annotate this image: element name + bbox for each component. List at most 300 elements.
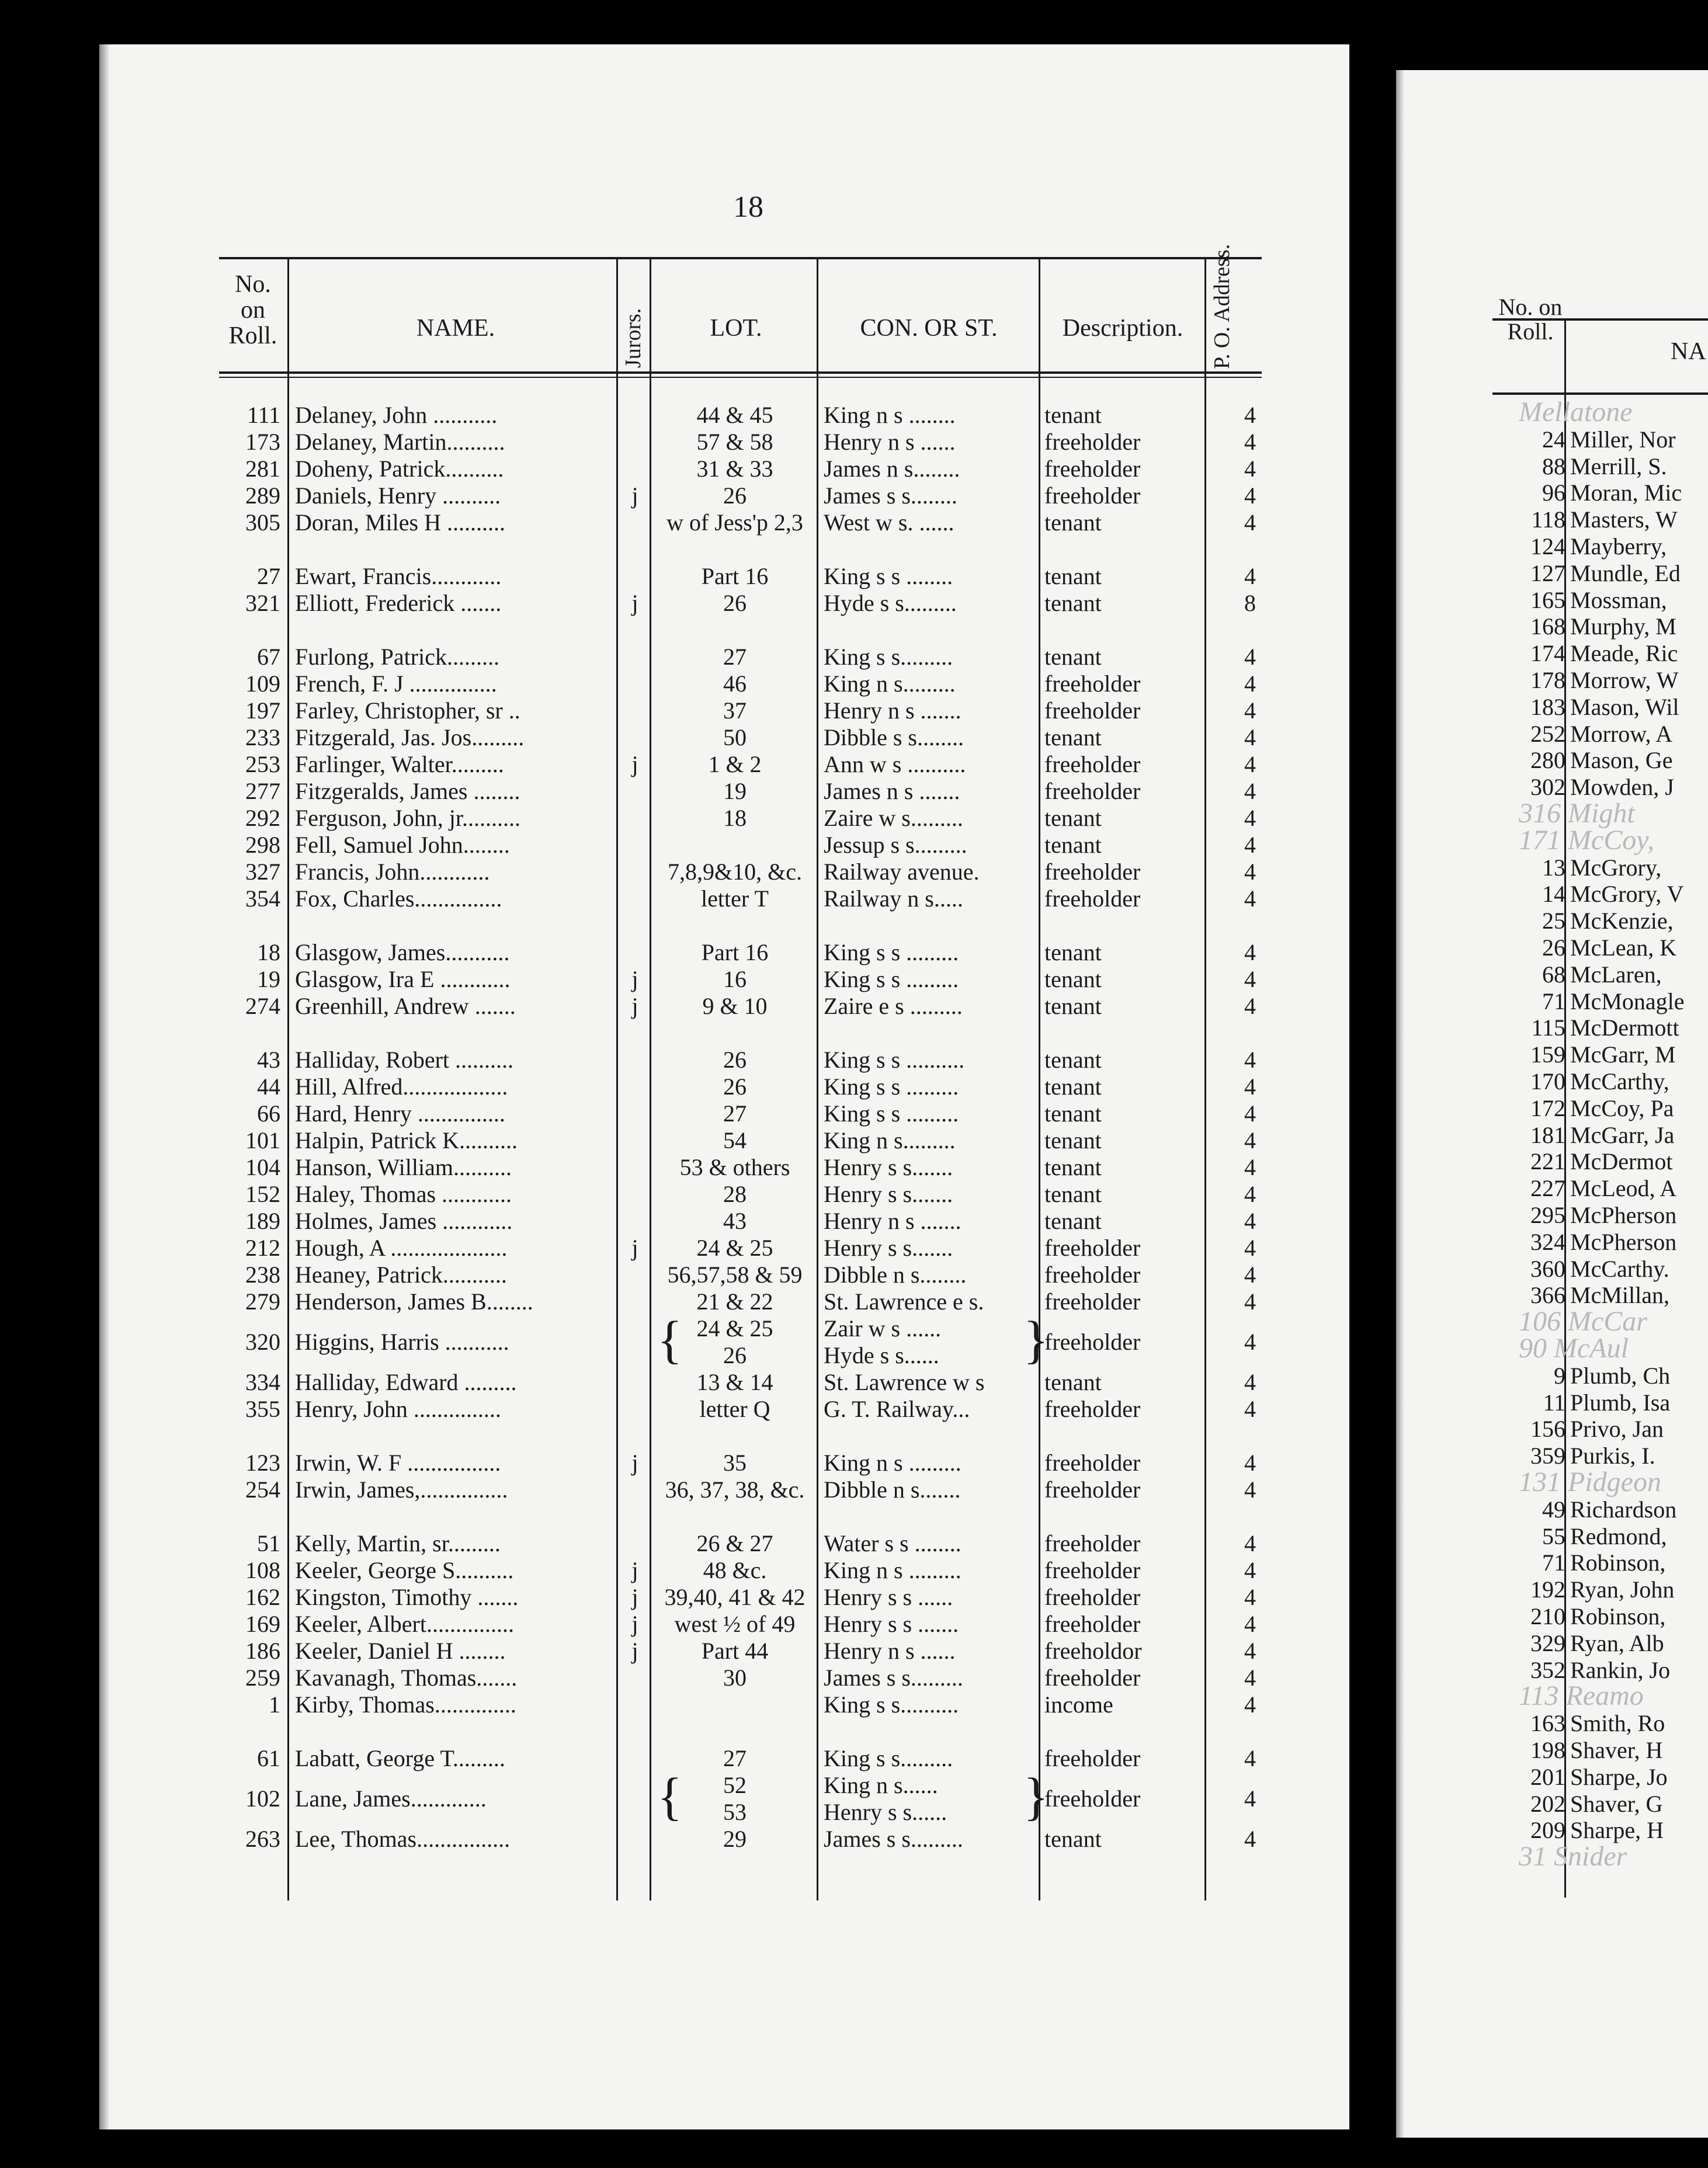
right-table-row <box>0 1363 1708 1389</box>
right-name-cell: Merrill, S. <box>1570 453 1667 480</box>
po-address-cell: 4 <box>1244 1369 1256 1395</box>
handwritten-annotation: 316 Might <box>1519 798 1635 829</box>
description-cell: tenant <box>1044 724 1102 751</box>
right-name-cell: Murphy, M <box>1570 613 1676 640</box>
description-cell: tenant <box>1044 832 1102 858</box>
roll-number: 162 <box>245 1584 280 1610</box>
handwritten-annotation: 31 Snider <box>1519 1841 1627 1872</box>
roll-number: 238 <box>245 1262 280 1288</box>
right-roll-number: 127 <box>1530 560 1565 586</box>
lot-cell: 26 <box>723 590 747 616</box>
description-cell: freeholder <box>1044 1450 1141 1476</box>
right-table-row <box>0 1256 1708 1283</box>
po-address-cell: 4 <box>1244 1181 1256 1207</box>
name-cell: Farlinger, Walter......... <box>295 751 504 777</box>
description-cell: freeholder <box>1044 1396 1141 1422</box>
right-roll-number: 221 <box>1530 1148 1565 1175</box>
po-address-cell: 4 <box>1244 1745 1256 1771</box>
roll-number: 212 <box>245 1235 280 1261</box>
con-or-st-cell: Railway avenue. <box>824 859 980 885</box>
name-cell: Hard, Henry ............... <box>295 1100 505 1127</box>
name-cell: Higgins, Harris ........... <box>295 1329 509 1355</box>
po-address-cell: 4 <box>1244 1557 1256 1583</box>
roll-number: 263 <box>245 1826 280 1852</box>
po-address-cell: 4 <box>1244 1638 1256 1664</box>
roll-number: 253 <box>245 751 280 777</box>
right-table-row <box>0 1095 1708 1122</box>
right-roll-number: 329 <box>1530 1630 1565 1656</box>
po-address-cell: 4 <box>1244 966 1256 992</box>
lot-cell: Part 16 <box>701 939 769 965</box>
lot-cell-second: 26 <box>723 1342 747 1368</box>
po-address-cell: 4 <box>1244 885 1256 912</box>
po-address-cell: 4 <box>1244 1611 1256 1637</box>
roll-number: 334 <box>245 1369 280 1395</box>
right-table-row <box>0 1496 1708 1523</box>
right-roll-number: 352 <box>1530 1656 1565 1683</box>
right-table-row <box>0 1068 1708 1095</box>
right-table-row <box>0 774 1708 801</box>
right-name-cell: Mayberry, <box>1570 533 1667 560</box>
lot-cell: 7,8,9&10, &c. <box>668 859 802 885</box>
right-table-row <box>0 640 1708 667</box>
header-description: Description. <box>1062 315 1183 342</box>
right-roll-number: 71 <box>1542 1549 1565 1576</box>
right-name-cell: Mason, Wil <box>1570 693 1679 720</box>
description-cell: freeholder <box>1044 1288 1141 1315</box>
name-cell: Furlong, Patrick......... <box>295 644 499 670</box>
table-row <box>0 402 1708 429</box>
description-cell: freeholder <box>1044 778 1141 804</box>
right-name-cell: Meade, Ric <box>1570 640 1678 667</box>
right-roll-number: 252 <box>1530 720 1565 747</box>
right-table-row <box>0 1122 1708 1149</box>
lot-cell: 26 <box>723 482 747 509</box>
handwritten-annotation: 90 McAul <box>1519 1333 1629 1364</box>
right-name-cell: McMonagle <box>1570 988 1685 1014</box>
right-name-cell: Mossman, <box>1570 586 1667 613</box>
lot-cell: 57 & 58 <box>696 429 773 455</box>
roll-number: 321 <box>245 590 280 616</box>
con-or-st-cell: Dibble s s........ <box>824 724 964 751</box>
name-cell: Delaney, Martin.......... <box>295 429 505 455</box>
right-name-cell: McLaren, <box>1570 961 1662 988</box>
right-brace: } <box>1023 1311 1049 1369</box>
name-cell: Ferguson, John, jr.......... <box>295 805 520 831</box>
po-address-cell: 4 <box>1244 1127 1256 1154</box>
right-table-row <box>0 1148 1708 1175</box>
con-or-st-cell: Henry n s ....... <box>824 1208 961 1234</box>
con-or-st-cell: Henry s s....... <box>824 1154 953 1180</box>
description-cell: freeholder <box>1044 1329 1141 1355</box>
con-or-st-cell: Zair w s ...... <box>824 1315 942 1342</box>
right-roll-number: 9 <box>1554 1362 1565 1389</box>
con-or-st-cell-second: Hyde s s...... <box>824 1342 939 1368</box>
header-name: NAME. <box>416 315 495 342</box>
right-table-row <box>0 1443 1708 1469</box>
po-address-cell: 4 <box>1244 1476 1256 1503</box>
right-roll-number: 115 <box>1531 1014 1565 1041</box>
right-table-row <box>0 1389 1708 1416</box>
right-table-row <box>0 533 1708 560</box>
lot-cell: 27 <box>723 1745 747 1771</box>
description-cell: freeholder <box>1044 751 1141 777</box>
right-name-cell: Ryan, John <box>1570 1576 1675 1603</box>
right-name-cell: Moran, Mic <box>1570 480 1682 506</box>
right-name-cell: McDermott <box>1570 1014 1679 1041</box>
juror-mark: j <box>631 1611 638 1637</box>
right-name-cell: McGrory, V <box>1570 881 1684 908</box>
right-table-row <box>0 1282 1708 1309</box>
roll-number: 51 <box>257 1530 280 1556</box>
roll-number: 104 <box>245 1154 280 1180</box>
roll-number: 61 <box>257 1745 280 1771</box>
name-cell: Labatt, George T......... <box>295 1745 505 1771</box>
right-table-row <box>0 1657 1708 1684</box>
con-or-st-cell: Ann w s .......... <box>824 751 966 777</box>
right-name-cell: Mason, Ge <box>1570 747 1673 774</box>
header-lot: LOT. <box>710 315 762 342</box>
con-or-st-cell: St. Lawrence w s <box>824 1369 985 1395</box>
name-cell: Elliott, Frederick ....... <box>295 590 502 616</box>
con-or-st-cell: James s s......... <box>824 1665 963 1691</box>
right-name-cell: Miller, Nor <box>1570 426 1676 453</box>
roll-number: 327 <box>245 859 280 885</box>
right-table-row <box>0 613 1708 640</box>
con-or-st-cell: King n s...... <box>824 1772 938 1798</box>
right-name-cell: McLeod, A <box>1570 1175 1677 1202</box>
right-name-cell: Ryan, Alb <box>1570 1630 1664 1656</box>
po-address-cell: 4 <box>1244 1450 1256 1476</box>
name-cell: Kingston, Timothy ....... <box>295 1584 519 1610</box>
name-cell: Lee, Thomas................ <box>295 1826 511 1852</box>
roll-number: 173 <box>245 429 280 455</box>
juror-mark: j <box>631 1638 638 1664</box>
lot-cell: 35 <box>723 1450 747 1476</box>
juror-mark: j <box>631 966 638 992</box>
name-cell: Kirby, Thomas.............. <box>295 1691 516 1718</box>
right-roll-number: 13 <box>1542 854 1565 881</box>
juror-mark: j <box>631 1450 638 1476</box>
right-roll-number: 156 <box>1530 1416 1565 1443</box>
right-roll-number: 25 <box>1542 908 1565 934</box>
roll-number: 102 <box>245 1785 280 1812</box>
description-cell: tenant <box>1044 1154 1102 1180</box>
description-cell: tenant <box>1044 402 1102 428</box>
lot-cell: letter Q <box>699 1396 770 1422</box>
right-name-cell: McMillan, <box>1570 1282 1669 1309</box>
right-roll-number: 172 <box>1530 1095 1565 1121</box>
con-or-st-cell: James s s......... <box>824 1826 963 1852</box>
right-table-row <box>0 1041 1708 1068</box>
lot-cell: Part 44 <box>701 1638 769 1664</box>
roll-number: 108 <box>245 1557 280 1583</box>
lot-cell: 30 <box>723 1665 747 1691</box>
con-or-st-cell: King n s ........ <box>824 402 956 428</box>
name-cell: Doheny, Patrick.......... <box>295 456 504 482</box>
con-or-st-cell: Henry s s ...... <box>824 1584 953 1610</box>
lot-cell: 50 <box>723 724 747 751</box>
description-cell: tenant <box>1044 1073 1102 1100</box>
roll-number: 355 <box>245 1396 280 1422</box>
right-table-row <box>0 480 1708 506</box>
lot-cell: 21 & 22 <box>696 1288 773 1315</box>
con-or-st-cell: James n s........ <box>824 456 960 482</box>
con-or-st-cell: West w s. ...... <box>824 509 954 536</box>
right-name-cell: Shaver, H <box>1570 1737 1663 1763</box>
name-cell: Daniels, Henry .......... <box>295 482 501 509</box>
po-address-cell: 4 <box>1244 482 1256 509</box>
description-cell: tenant <box>1044 939 1102 965</box>
right-name-cell: McGrory, <box>1570 854 1662 881</box>
header-no-on-roll: No. on Roll. <box>228 271 277 350</box>
right-table-row <box>0 1817 1708 1844</box>
roll-number: 27 <box>257 563 280 589</box>
table-row <box>0 805 1708 832</box>
lot-cell: 44 & 45 <box>696 402 773 428</box>
lot-cell: 19 <box>723 778 747 804</box>
right-roll-number: 210 <box>1530 1603 1565 1630</box>
description-cell: freeholder <box>1044 697 1141 724</box>
po-address-cell: 4 <box>1244 1691 1256 1718</box>
po-address-cell: 4 <box>1244 1584 1256 1610</box>
lot-cell: 18 <box>723 805 747 831</box>
con-or-st-cell: Henry n s ....... <box>824 697 961 724</box>
right-name-cell: Plumb, Ch <box>1570 1362 1671 1389</box>
description-cell: tenant <box>1044 1826 1102 1852</box>
con-or-st-cell: Henry n s ...... <box>824 1638 956 1664</box>
lot-cell: 46 <box>723 670 747 697</box>
po-address-cell: 4 <box>1244 1047 1256 1073</box>
po-address-cell: 4 <box>1244 429 1256 455</box>
po-address-cell: 4 <box>1244 1826 1256 1852</box>
con-or-st-cell: Henry s s....... <box>824 1181 953 1207</box>
con-or-st-cell: King s s .......... <box>824 1047 965 1073</box>
roll-number: 111 <box>247 402 280 428</box>
description-cell: tenant <box>1044 563 1102 589</box>
name-cell: Doran, Miles H .......... <box>295 509 505 536</box>
right-name-cell: McCoy, Pa <box>1570 1095 1674 1121</box>
name-cell: Haley, Thomas ............ <box>295 1181 512 1207</box>
table-row <box>0 1311 1708 1369</box>
juror-mark: j <box>631 482 638 509</box>
right-name-cell: McDermot <box>1570 1148 1673 1175</box>
po-address-cell: 4 <box>1244 697 1256 724</box>
con-or-st-cell: King n s......... <box>824 1127 956 1154</box>
right-name-cell: Smith, Ro <box>1570 1710 1665 1737</box>
con-or-st-cell: James s s........ <box>824 482 957 509</box>
po-address-cell: 4 <box>1244 1073 1256 1100</box>
right-roll-number: 170 <box>1530 1068 1565 1095</box>
right-roll-number: 178 <box>1530 667 1565 693</box>
po-address-cell: 4 <box>1244 939 1256 965</box>
description-cell: freeholder <box>1044 456 1141 482</box>
right-name-cell: Purkis, I. <box>1570 1443 1655 1469</box>
po-address-cell: 4 <box>1244 724 1256 751</box>
description-cell: tenant <box>1044 1047 1102 1073</box>
con-or-st-cell: Zaire w s......... <box>824 805 963 831</box>
right-table-row <box>0 1229 1708 1256</box>
right-name-cell: Morrow, A <box>1570 720 1673 747</box>
po-address-cell: 4 <box>1244 670 1256 697</box>
roll-number: 298 <box>245 832 280 858</box>
po-address-cell: 4 <box>1244 456 1256 482</box>
right-header-no-on-roll: No. on Roll. <box>1498 294 1563 345</box>
con-or-st-cell: King s s.......... <box>824 1691 959 1718</box>
lot-cell: 24 & 25 <box>696 1315 773 1342</box>
po-address-cell: 4 <box>1244 644 1256 670</box>
name-cell: Fitzgerald, Jas. Jos......... <box>295 724 525 751</box>
right-roll-number: 55 <box>1542 1523 1565 1549</box>
right-table-row <box>0 1576 1708 1603</box>
name-cell: Fox, Charles............... <box>295 885 502 912</box>
right-name-cell: McLean, K <box>1570 934 1677 961</box>
juror-mark: j <box>631 1557 638 1583</box>
table-header-rule-thin <box>219 377 1262 378</box>
right-header-name: NA <box>1671 338 1706 365</box>
con-or-st-cell: Hyde s s......... <box>824 590 957 616</box>
right-name-cell: McPherson <box>1570 1202 1677 1228</box>
description-cell: freeholder <box>1044 1235 1141 1261</box>
right-table-row <box>0 426 1708 453</box>
right-roll-number: 359 <box>1530 1443 1565 1469</box>
right-name-cell: Mundle, Ed <box>1570 560 1681 586</box>
right-name-cell: Robinson, <box>1570 1603 1666 1630</box>
right-name-cell: McCarthy. <box>1570 1255 1669 1282</box>
handwritten-annotation: 131 Pidgeon <box>1519 1467 1661 1498</box>
lot-cell: 1 & 2 <box>708 751 762 777</box>
name-cell: Fell, Samuel John........ <box>295 832 510 858</box>
roll-number: 197 <box>245 697 280 724</box>
po-address-cell: 4 <box>1244 751 1256 777</box>
header-jurors: Jurors. <box>621 308 645 368</box>
description-cell: freeholder <box>1044 1785 1141 1812</box>
lot-cell: 39,40, 41 & 42 <box>664 1584 806 1610</box>
description-cell: tenant <box>1044 1369 1102 1395</box>
right-roll-number: 26 <box>1542 934 1565 961</box>
description-cell: tenant <box>1044 1127 1102 1154</box>
right-roll-number: 68 <box>1542 961 1565 988</box>
con-or-st-cell: St. Lawrence e s. <box>824 1288 984 1315</box>
name-cell: Delaney, John ........... <box>295 402 498 428</box>
roll-number: 152 <box>245 1181 280 1207</box>
lot-cell: 37 <box>723 697 747 724</box>
description-cell: freeholder <box>1044 1476 1141 1503</box>
con-or-st-cell: Henry s s ....... <box>824 1611 959 1637</box>
con-or-st-cell: King s s ......... <box>824 1100 959 1127</box>
right-name-cell: Sharpe, Jo <box>1570 1763 1668 1790</box>
po-address-cell: 4 <box>1244 509 1256 536</box>
lot-cell: 13 & 14 <box>696 1369 773 1395</box>
right-table-row <box>0 1523 1708 1550</box>
roll-number: 281 <box>245 456 280 482</box>
lot-cell: 48 &c. <box>703 1557 767 1583</box>
lot-cell: 26 <box>723 1073 747 1100</box>
right-table-row <box>0 854 1708 881</box>
name-cell: Henderson, James B........ <box>295 1288 533 1315</box>
right-table-row <box>0 934 1708 961</box>
right-roll-number: 183 <box>1530 693 1565 720</box>
description-cell: freeholder <box>1044 670 1141 697</box>
lot-cell: w of Jess'p 2,3 <box>666 509 803 536</box>
roll-number: 274 <box>245 993 280 1019</box>
right-name-cell: McCarthy, <box>1570 1068 1669 1095</box>
right-name-cell: Morrow, W <box>1570 667 1679 693</box>
description-cell: tenant <box>1044 1208 1102 1234</box>
right-roll-number: 201 <box>1530 1763 1565 1790</box>
description-cell: income <box>1044 1691 1113 1718</box>
right-name-cell: Plumb, Isa <box>1570 1389 1671 1416</box>
right-roll-number: 24 <box>1542 426 1565 453</box>
roll-number: 279 <box>245 1288 280 1315</box>
right-roll-number: 118 <box>1531 506 1565 533</box>
roll-number: 254 <box>245 1476 280 1503</box>
right-table-row <box>0 961 1708 988</box>
con-or-st-cell: G. T. Railway... <box>824 1396 970 1422</box>
right-roll-number: 360 <box>1530 1255 1565 1282</box>
lot-cell-second: 53 <box>723 1799 747 1825</box>
con-or-st-cell: King s s ......... <box>824 1073 959 1100</box>
right-table-row <box>0 694 1708 721</box>
name-cell: Glasgow, Ira E ............ <box>295 966 511 992</box>
right-table-row <box>0 1791 1708 1818</box>
po-address-cell: 4 <box>1244 805 1256 831</box>
roll-number: 233 <box>245 724 280 751</box>
right-roll-number: 209 <box>1530 1817 1565 1844</box>
right-table-row <box>0 881 1708 908</box>
name-cell: Kavanagh, Thomas....... <box>295 1665 518 1691</box>
right-name-cell: McKenzie, <box>1570 908 1674 934</box>
name-cell: Fitzgeralds, James ........ <box>295 778 520 804</box>
po-address-cell: 4 <box>1244 563 1256 589</box>
po-address-cell: 4 <box>1244 1785 1256 1812</box>
roll-number: 292 <box>245 805 280 831</box>
name-cell: Hough, A .................... <box>295 1235 508 1261</box>
right-roll-number: 159 <box>1530 1041 1565 1068</box>
right-table-row <box>0 1710 1708 1737</box>
lot-cell: 52 <box>723 1772 747 1798</box>
con-or-st-cell: King n s ......... <box>824 1557 961 1583</box>
con-or-st-cell: King n s......... <box>824 670 956 697</box>
right-table-row <box>0 908 1708 934</box>
right-roll-number: 49 <box>1542 1496 1565 1523</box>
right-table-row <box>0 1175 1708 1202</box>
description-cell: tenant <box>1044 644 1102 670</box>
po-address-cell: 4 <box>1244 993 1256 1019</box>
roll-number: 289 <box>245 482 280 509</box>
right-roll-number: 280 <box>1530 747 1565 774</box>
lot-cell: 28 <box>723 1181 747 1207</box>
lot-cell: 43 <box>723 1208 747 1234</box>
right-roll-number: 202 <box>1530 1790 1565 1817</box>
roll-number: 19 <box>257 966 280 992</box>
roll-number: 1 <box>269 1691 280 1718</box>
description-cell: freeholder <box>1044 859 1141 885</box>
roll-number: 189 <box>245 1208 280 1234</box>
right-roll-number: 14 <box>1542 881 1565 908</box>
description-cell: freeholder <box>1044 1530 1141 1556</box>
roll-number: 320 <box>245 1329 280 1355</box>
right-roll-number: 124 <box>1530 533 1565 560</box>
right-name-cell: Privo, Jan <box>1570 1416 1664 1443</box>
right-table-row <box>0 1603 1708 1630</box>
right-name-cell: Masters, W <box>1570 506 1678 533</box>
po-address-cell: 4 <box>1244 402 1256 428</box>
con-or-st-cell: Water s s ........ <box>824 1530 961 1556</box>
name-cell: Keeler, Albert............... <box>295 1611 514 1637</box>
right-table-row <box>0 1202 1708 1229</box>
right-name-cell: Richardson <box>1570 1496 1677 1523</box>
